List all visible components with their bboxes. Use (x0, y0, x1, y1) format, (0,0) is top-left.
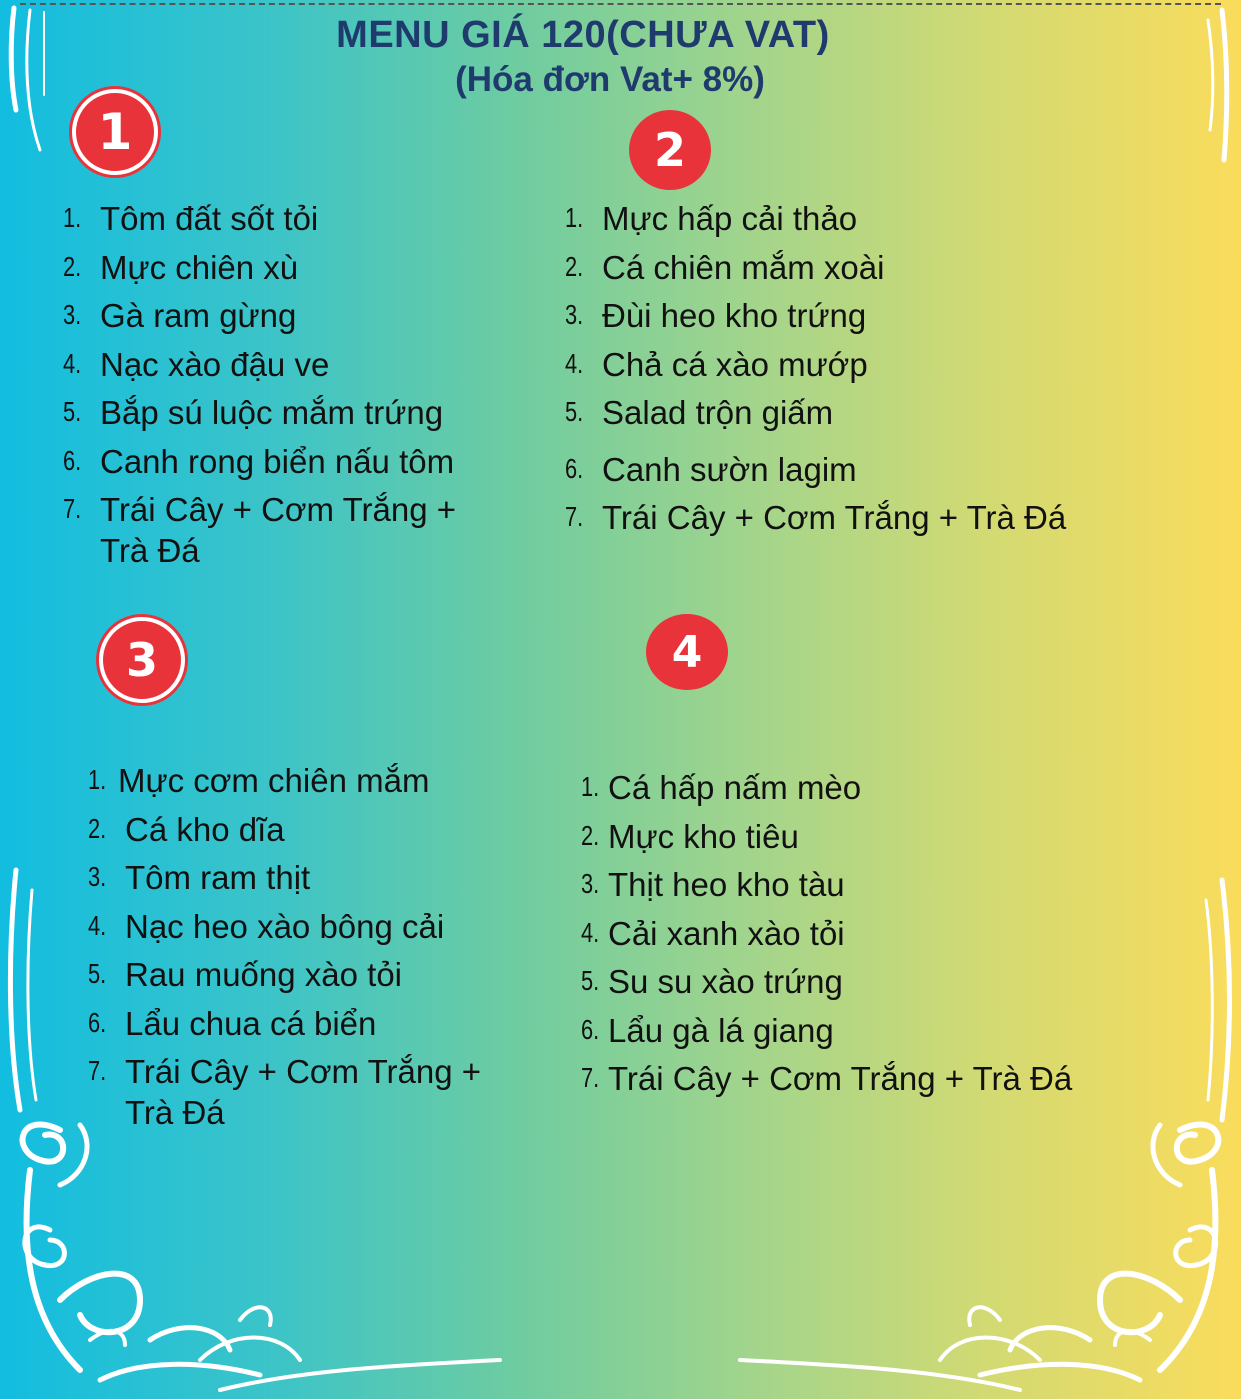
list-item: 5. Su su xào trứng (581, 963, 843, 1000)
list-item: 3. Gà ram gừng (63, 297, 297, 334)
page-subtitle: (Hóa đơn Vat+ 8%) (455, 60, 765, 99)
list-item: 6. Canh sườn lagim (565, 450, 857, 488)
right-side-flourish (1222, 880, 1230, 1120)
list-item: 6. Canh rong biển nấu tôm (63, 442, 455, 480)
bottom-right-ornament (740, 1124, 1218, 1390)
list-item: 2. Cá kho dĩa (88, 810, 285, 848)
list-item: 2. Mực chiên xù (63, 248, 299, 286)
list-item: 7. Trái Cây + Cơm Trắng + Trà Đá (565, 499, 1067, 536)
list-item: 7. Trái Cây + Cơm Trắng + Trà Đá (88, 1053, 482, 1131)
list-item: 4. Chả cá xào mướp (565, 345, 868, 383)
list-item: 2. Cá chiên mắm xoài (565, 248, 885, 286)
menu-list-3 (88, 756, 528, 1133)
menu-list-1 (63, 194, 503, 571)
menu-badge-4: 4 (646, 614, 728, 690)
list-item: 6. Lẩu chua cá biển (88, 1004, 377, 1042)
list-item: 1. Mực cơm chiên mắm (88, 762, 430, 799)
list-item: 2. Mực kho tiêu (581, 817, 799, 855)
list-item: 3. Thịt heo kho tàu (581, 866, 845, 903)
list-item: 4. Nạc heo xào bông cải (88, 907, 445, 945)
list-item: 5. Bắp sú luộc mắm trứng (63, 394, 444, 431)
list-item: 7. Trái Cây + Cơm Trắng + Trà Đá (581, 1060, 1073, 1097)
list-item: 7. Trái Cây + Cơm Trắng + Trà Đá (63, 491, 457, 569)
dashed-top-border (20, 3, 1221, 5)
menu-badge-1: 1 (72, 89, 158, 175)
list-item: 3. Đùi heo kho trứng (565, 297, 867, 334)
menu-badge-2: 2 (629, 110, 711, 190)
list-item: 1. Mực hấp cải thảo (565, 200, 858, 237)
right-top-flourish (1222, 10, 1227, 160)
left-side-flourish (10, 870, 20, 1110)
list-item: 1. Cá hấp nấm mèo (581, 769, 862, 806)
page-title: MENU GIÁ 120(CHƯA VAT) (336, 14, 830, 56)
list-item: 5. Rau muống xào tỏi (88, 956, 403, 993)
list-item: 4. Nạc xào đậu ve (63, 345, 330, 383)
menu-list-2 (565, 194, 1125, 542)
menu-list-4 (581, 763, 1141, 1103)
list-item: 6. Lẩu gà lá giang (581, 1011, 834, 1049)
list-item: 1. Tôm đất sốt tỏi (63, 200, 319, 237)
bottom-left-ornament (23, 1124, 500, 1390)
list-item: 3. Tôm ram thịt (88, 859, 311, 896)
list-item: 5. Salad trộn giấm (565, 394, 834, 431)
menu-badge-3: 3 (99, 617, 185, 703)
list-item: 4. Cải xanh xào tỏi (581, 914, 845, 952)
